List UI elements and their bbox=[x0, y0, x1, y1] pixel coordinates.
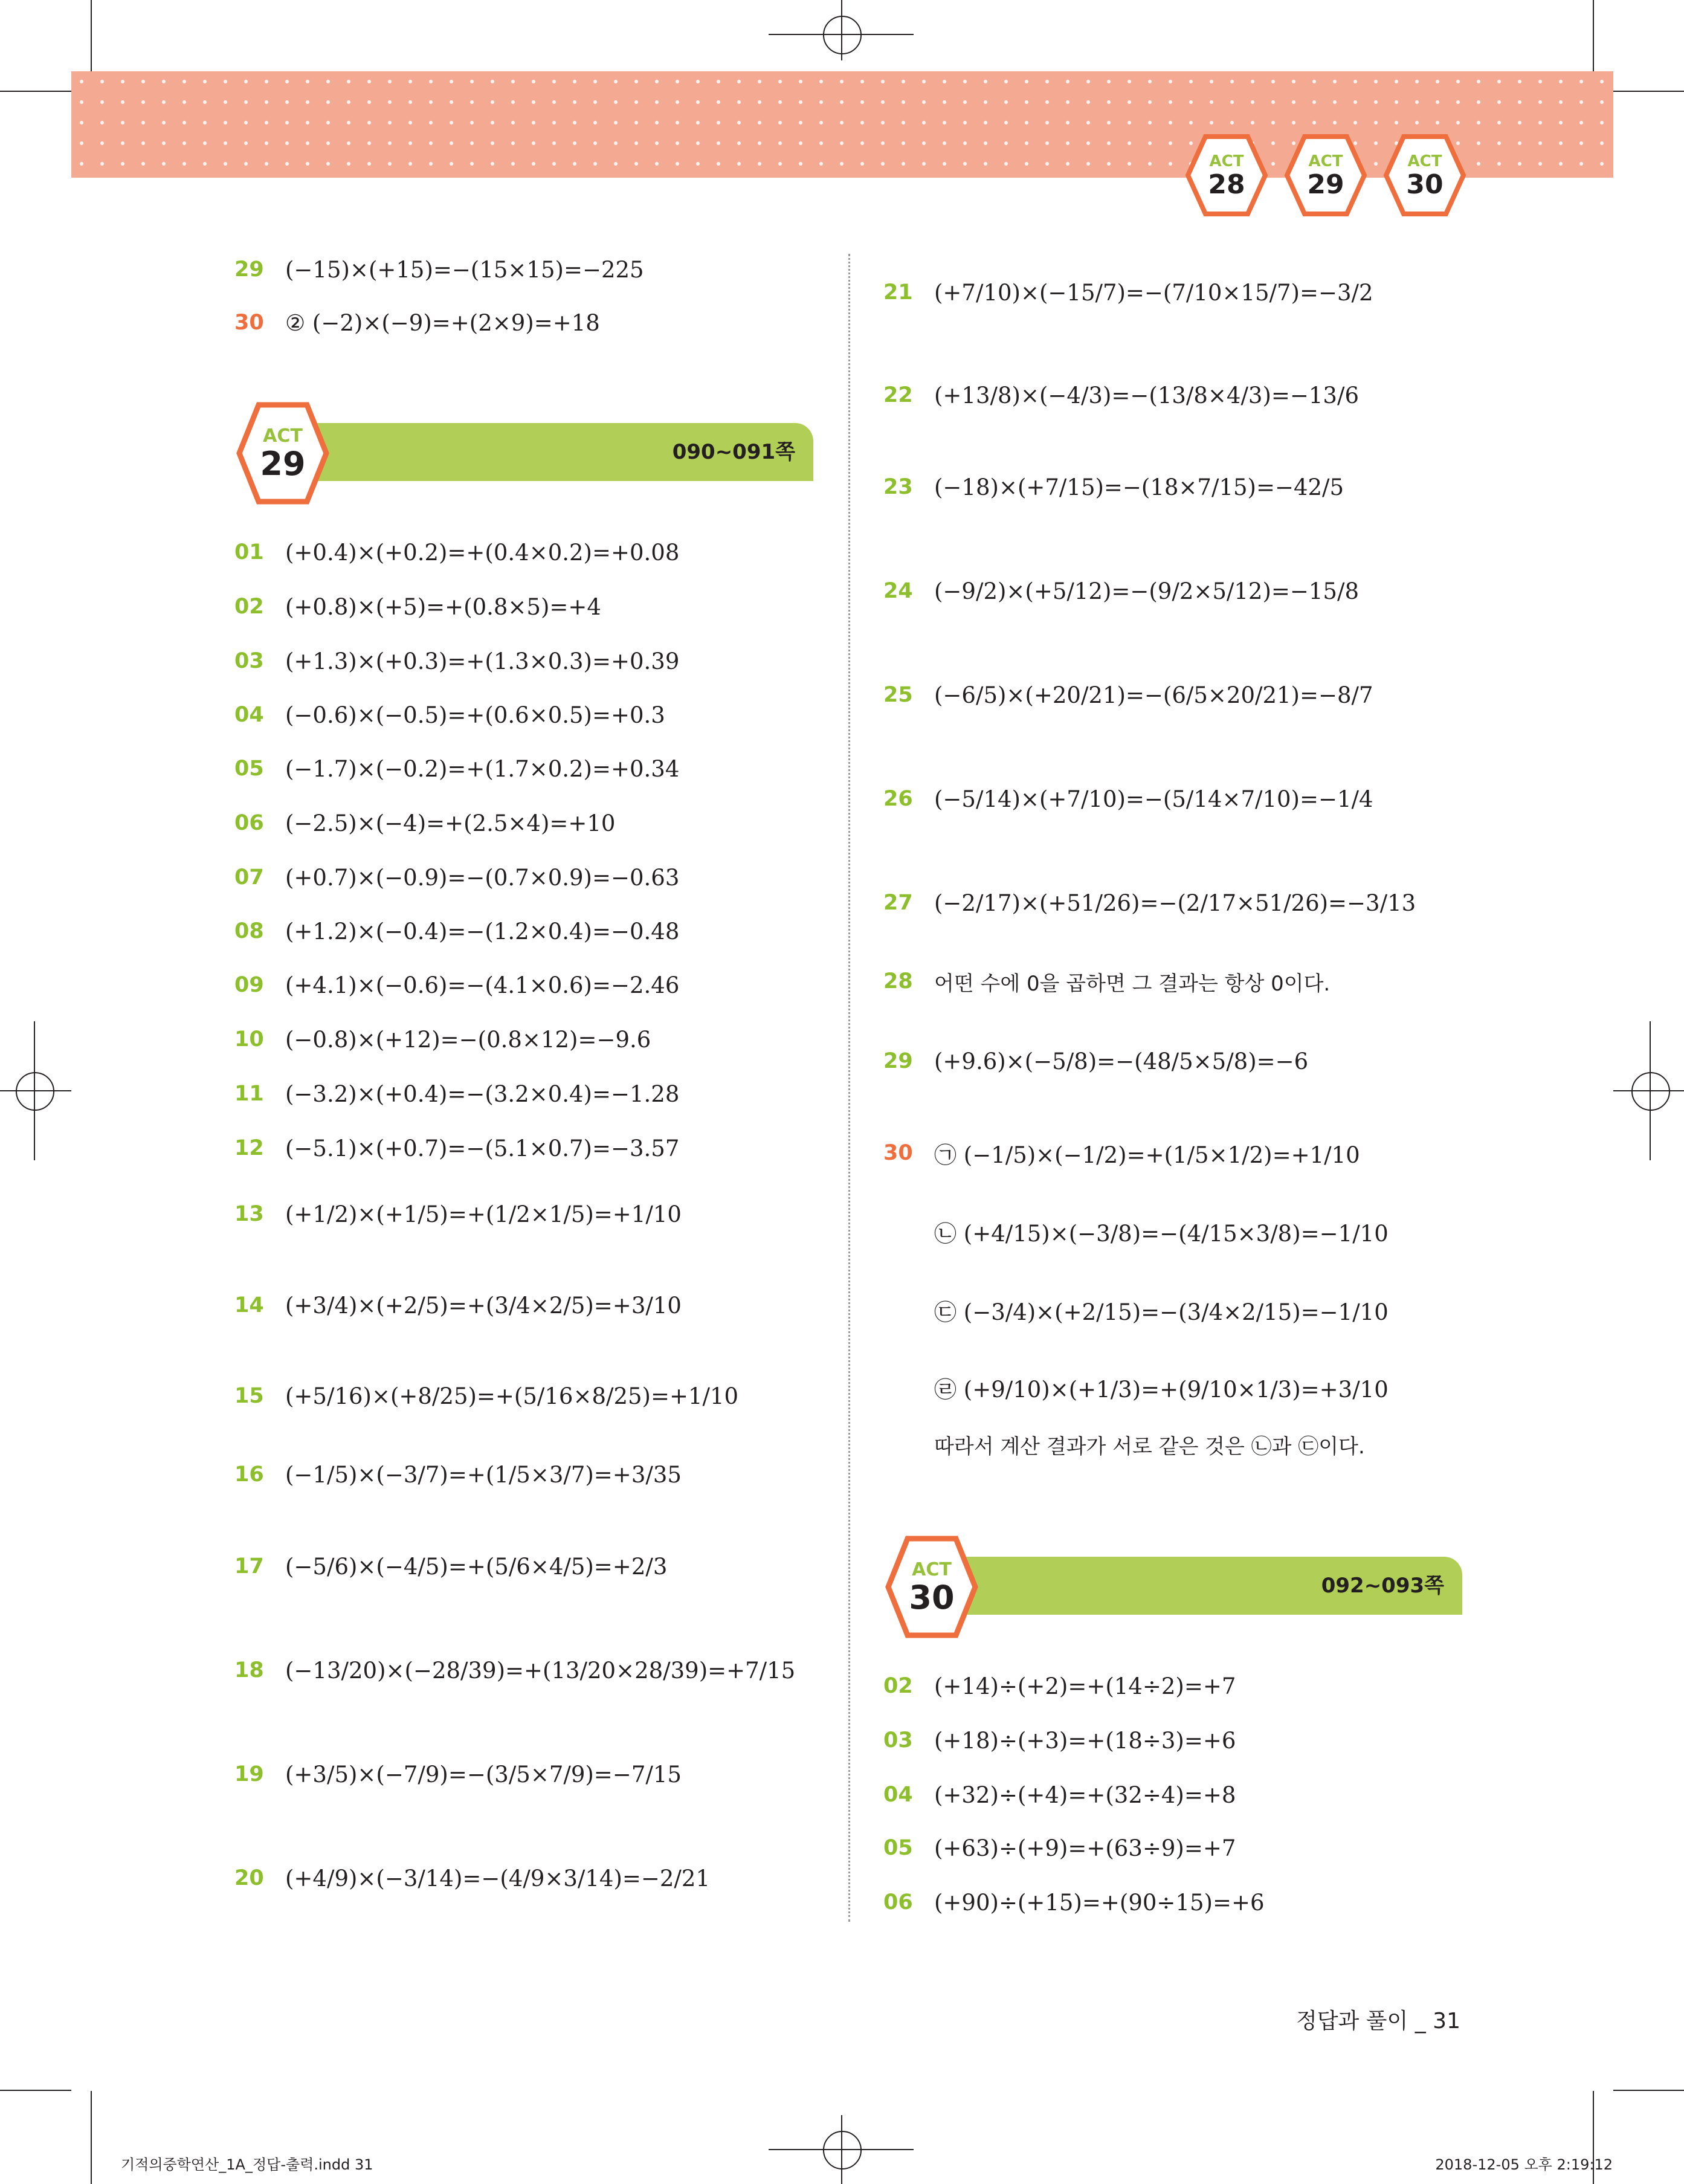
answer-line bbox=[234, 1190, 682, 1238]
problem-number: 11 bbox=[234, 1082, 264, 1106]
answer-text: 어떤 수에 0을 곱하면 그 결과는 항상 0이다. bbox=[934, 971, 1331, 996]
answer-line bbox=[883, 1037, 1308, 1085]
answer-text: (+3/4)×(+2/5)=+(3/4×2/5)=+3/10 bbox=[285, 1292, 682, 1319]
answer-line bbox=[883, 1824, 1236, 1872]
answer-line bbox=[234, 637, 679, 685]
answer-line bbox=[934, 1420, 1365, 1468]
answer-line bbox=[883, 879, 1416, 927]
registration-mark bbox=[1631, 1072, 1670, 1111]
answer-line bbox=[234, 1281, 682, 1329]
answer-text: (−18)×(+7/15)=−(18×7/15)=−42/5 bbox=[934, 474, 1344, 500]
answer-line bbox=[234, 691, 665, 739]
problem-number: 16 bbox=[234, 1462, 264, 1487]
answer-line bbox=[234, 1124, 679, 1172]
answer-text: ㉣ (+9/10)×(+1/3)=+(9/10×1/3)=+3/10 bbox=[934, 1377, 1389, 1403]
act-number: 29 bbox=[1307, 169, 1344, 200]
answer-text: (+9.6)×(−5/8)=−(48/5×5/8)=−6 bbox=[934, 1048, 1309, 1074]
problem-number: 06 bbox=[234, 811, 264, 835]
act-badge bbox=[1184, 133, 1269, 218]
answer-line bbox=[234, 1015, 651, 1064]
crop-mark bbox=[1613, 2090, 1684, 2091]
problem-number: 27 bbox=[883, 891, 913, 915]
answer-line bbox=[883, 1878, 1265, 1927]
section-header-bar bbox=[939, 1557, 1462, 1615]
answer-text: (+13/8)×(−4/3)=−(13/8×4/3)=−13/6 bbox=[934, 382, 1359, 409]
answer-text: (−15)×(+15)=−(15×15)=−225 bbox=[285, 256, 644, 283]
problem-number: 06 bbox=[883, 1890, 913, 1914]
problem-number: 09 bbox=[234, 973, 264, 997]
problem-number: 19 bbox=[234, 1762, 264, 1786]
problem-number: 28 bbox=[883, 969, 913, 993]
page-footer: 정답과 풀이 _ 31 bbox=[1295, 2009, 1460, 2034]
answer-line bbox=[883, 268, 1373, 317]
act-label: ACT bbox=[263, 425, 303, 447]
problem-number: 04 bbox=[234, 703, 264, 727]
answer-text: (+4.1)×(−0.6)=−(4.1×0.6)=−2.46 bbox=[285, 972, 680, 998]
problem-number: 05 bbox=[234, 757, 264, 781]
print-slug-file: 기적의중학연산_1A_정답-출력.indd 31 bbox=[121, 2156, 373, 2173]
answer-text: (+90)÷(+15)=+(90÷15)=+6 bbox=[934, 1889, 1265, 1916]
answer-line bbox=[234, 1450, 682, 1499]
answer-text: (−2.5)×(−4)=+(2.5×4)=+10 bbox=[285, 810, 616, 836]
registration-mark bbox=[841, 2115, 842, 2184]
answer-text: (−13/20)×(−28/39)=+(13/20×28/39)=+7/15 bbox=[285, 1657, 796, 1684]
print-slug-date: 2018-12-05 오후 2:19:12 bbox=[1435, 2156, 1613, 2173]
answer-text: (−9/2)×(+5/12)=−(9/2×5/12)=−15/8 bbox=[934, 578, 1359, 604]
problem-number: 13 bbox=[234, 1202, 264, 1226]
answer-line bbox=[934, 1207, 1389, 1256]
answer-line bbox=[883, 957, 1330, 1006]
answer-text: ㉢ (−3/4)×(+2/15)=−(3/4×2/15)=−1/10 bbox=[934, 1299, 1389, 1325]
answer-text: (+3/5)×(−7/9)=−(3/5×7/9)=−7/15 bbox=[285, 1761, 682, 1788]
problem-number: 03 bbox=[234, 649, 264, 673]
answer-line bbox=[883, 371, 1359, 419]
answer-text: (+1.2)×(−0.4)=−(1.2×0.4)=−0.48 bbox=[285, 918, 680, 945]
act-badge bbox=[1283, 133, 1368, 218]
crop-mark bbox=[91, 2091, 92, 2184]
act-label: ACT bbox=[1209, 152, 1244, 170]
answer-line bbox=[234, 528, 679, 577]
answer-text: (+1/2)×(+1/5)=+(1/2×1/5)=+1/10 bbox=[285, 1201, 682, 1227]
answer-line bbox=[883, 1662, 1236, 1710]
act-label: ACT bbox=[1407, 152, 1442, 170]
answer-line bbox=[934, 1363, 1389, 1412]
problem-number: 10 bbox=[234, 1027, 264, 1052]
registration-mark bbox=[16, 1072, 54, 1111]
answer-text: (+4/9)×(−3/14)=−(4/9×3/14)=−2/21 bbox=[285, 1865, 710, 1892]
registration-mark bbox=[823, 2131, 862, 2169]
problem-number: 04 bbox=[883, 1783, 913, 1807]
answer-text: (+0.4)×(+0.2)=+(0.4×0.2)=+0.08 bbox=[285, 539, 680, 566]
problem-number: 01 bbox=[234, 540, 264, 564]
answer-text: ㉡ (+4/15)×(−3/8)=−(4/15×3/8)=−1/10 bbox=[934, 1221, 1389, 1247]
column-divider bbox=[848, 254, 850, 1922]
answer-line bbox=[234, 1542, 667, 1591]
answer-line bbox=[234, 1854, 710, 1902]
answer-line bbox=[883, 463, 1344, 511]
problem-number: 15 bbox=[234, 1384, 264, 1408]
problem-number: 03 bbox=[883, 1728, 913, 1753]
answer-line bbox=[234, 745, 679, 793]
problem-number: 05 bbox=[883, 1836, 913, 1860]
answer-text: (+18)÷(+3)=+(18÷3)=+6 bbox=[934, 1727, 1236, 1754]
answer-text: (−5/6)×(−4/5)=+(5/6×4/5)=+2/3 bbox=[285, 1553, 668, 1580]
problem-number: 29 bbox=[234, 257, 264, 282]
answer-line bbox=[883, 1771, 1236, 1819]
answer-text: (−1.7)×(−0.2)=+(1.7×0.2)=+0.34 bbox=[285, 755, 680, 782]
page-range: 090~091쪽 bbox=[672, 440, 795, 464]
answer-line bbox=[934, 1286, 1389, 1334]
answer-text: ㉠ (−1/5)×(−1/2)=+(1/5×1/2)=+1/10 bbox=[934, 1142, 1360, 1168]
answer-text: (−2/17)×(+51/26)=−(2/17×51/26)=−3/13 bbox=[934, 890, 1416, 916]
problem-number: 30 bbox=[234, 311, 264, 335]
registration-mark bbox=[1650, 1021, 1651, 1160]
answer-text: (−0.6)×(−0.5)=+(0.6×0.5)=+0.3 bbox=[285, 702, 665, 728]
answer-text: (+32)÷(+4)=+(32÷4)=+8 bbox=[934, 1782, 1236, 1808]
answer-line bbox=[234, 1646, 795, 1695]
answer-line bbox=[234, 1372, 738, 1420]
act-number: 30 bbox=[909, 1578, 955, 1617]
answer-conclusion: 따라서 계산 결과가 서로 같은 것은 ㉡과 ㉢이다. bbox=[934, 1434, 1365, 1459]
answer-text: ② (−2)×(−9)=+(2×9)=+18 bbox=[285, 309, 600, 336]
registration-mark bbox=[0, 1090, 71, 1091]
act-label: ACT bbox=[1308, 152, 1343, 170]
answer-line bbox=[234, 299, 600, 347]
answer-line bbox=[883, 671, 1373, 719]
problem-number: 23 bbox=[883, 475, 913, 499]
section-badge bbox=[883, 1534, 980, 1640]
answer-text: (+1.3)×(+0.3)=+(1.3×0.3)=+0.39 bbox=[285, 648, 680, 674]
answer-line bbox=[234, 799, 615, 847]
answer-line bbox=[883, 775, 1373, 823]
registration-mark bbox=[823, 16, 862, 54]
problem-number: 21 bbox=[883, 280, 913, 305]
answer-line bbox=[883, 1716, 1236, 1765]
act-number: 30 bbox=[1406, 169, 1444, 200]
answer-line bbox=[883, 1129, 1360, 1177]
answer-line bbox=[234, 1750, 682, 1798]
section-badge bbox=[234, 400, 331, 506]
act-number: 29 bbox=[260, 445, 306, 483]
answer-line bbox=[234, 583, 601, 631]
answer-text: (+5/16)×(+8/25)=+(5/16×8/25)=+1/10 bbox=[285, 1383, 739, 1409]
registration-mark bbox=[841, 0, 842, 60]
problem-number: 24 bbox=[883, 579, 913, 603]
problem-number: 08 bbox=[234, 919, 264, 943]
answer-text: (−6/5)×(+20/21)=−(6/5×20/21)=−8/7 bbox=[934, 682, 1373, 708]
answer-text: (+14)÷(+2)=+(14÷2)=+7 bbox=[934, 1673, 1236, 1699]
answer-text: (−3.2)×(+0.4)=−(3.2×0.4)=−1.28 bbox=[285, 1081, 680, 1107]
problem-number: 22 bbox=[883, 383, 913, 407]
problem-number: 02 bbox=[883, 1674, 913, 1698]
answer-text: (+63)÷(+9)=+(63÷9)=+7 bbox=[934, 1835, 1236, 1861]
answer-line bbox=[234, 853, 679, 902]
problem-number: 29 bbox=[883, 1049, 913, 1073]
act-number: 28 bbox=[1208, 169, 1245, 200]
answer-text: (−5/14)×(+7/10)=−(5/14×7/10)=−1/4 bbox=[934, 786, 1373, 812]
answer-text: (+0.7)×(−0.9)=−(0.7×0.9)=−0.63 bbox=[285, 864, 680, 891]
answer-text: (+0.8)×(+5)=+(0.8×5)=+4 bbox=[285, 593, 601, 620]
problem-number: 14 bbox=[234, 1293, 264, 1317]
answer-line bbox=[883, 567, 1359, 615]
problem-number: 26 bbox=[883, 787, 913, 811]
problem-number: 12 bbox=[234, 1136, 264, 1160]
problem-number: 17 bbox=[234, 1554, 264, 1578]
answer-line bbox=[234, 907, 679, 955]
act-badge bbox=[1382, 133, 1467, 218]
answer-line bbox=[234, 245, 644, 294]
problem-number: 18 bbox=[234, 1658, 264, 1682]
answer-line bbox=[234, 961, 679, 1009]
answer-line bbox=[234, 1070, 679, 1118]
problem-number: 30 bbox=[883, 1141, 913, 1165]
answer-text: (+7/10)×(−15/7)=−(7/10×15/7)=−3/2 bbox=[934, 279, 1373, 306]
problem-number: 25 bbox=[883, 683, 913, 707]
act-label: ACT bbox=[912, 1559, 952, 1580]
problem-number: 07 bbox=[234, 865, 264, 890]
answer-text: (−5.1)×(+0.7)=−(5.1×0.7)=−3.57 bbox=[285, 1135, 680, 1161]
problem-number: 02 bbox=[234, 595, 264, 619]
page-range: 092~093쪽 bbox=[1321, 1574, 1444, 1598]
crop-mark bbox=[0, 2090, 71, 2091]
answer-text: (−0.8)×(+12)=−(0.8×12)=−9.6 bbox=[285, 1026, 651, 1053]
registration-mark bbox=[34, 1021, 35, 1160]
registration-mark bbox=[1613, 1090, 1684, 1091]
problem-number: 20 bbox=[234, 1866, 264, 1890]
section-header-bar bbox=[290, 423, 813, 481]
answer-text: (−1/5)×(−3/7)=+(1/5×3/7)=+3/35 bbox=[285, 1461, 682, 1488]
